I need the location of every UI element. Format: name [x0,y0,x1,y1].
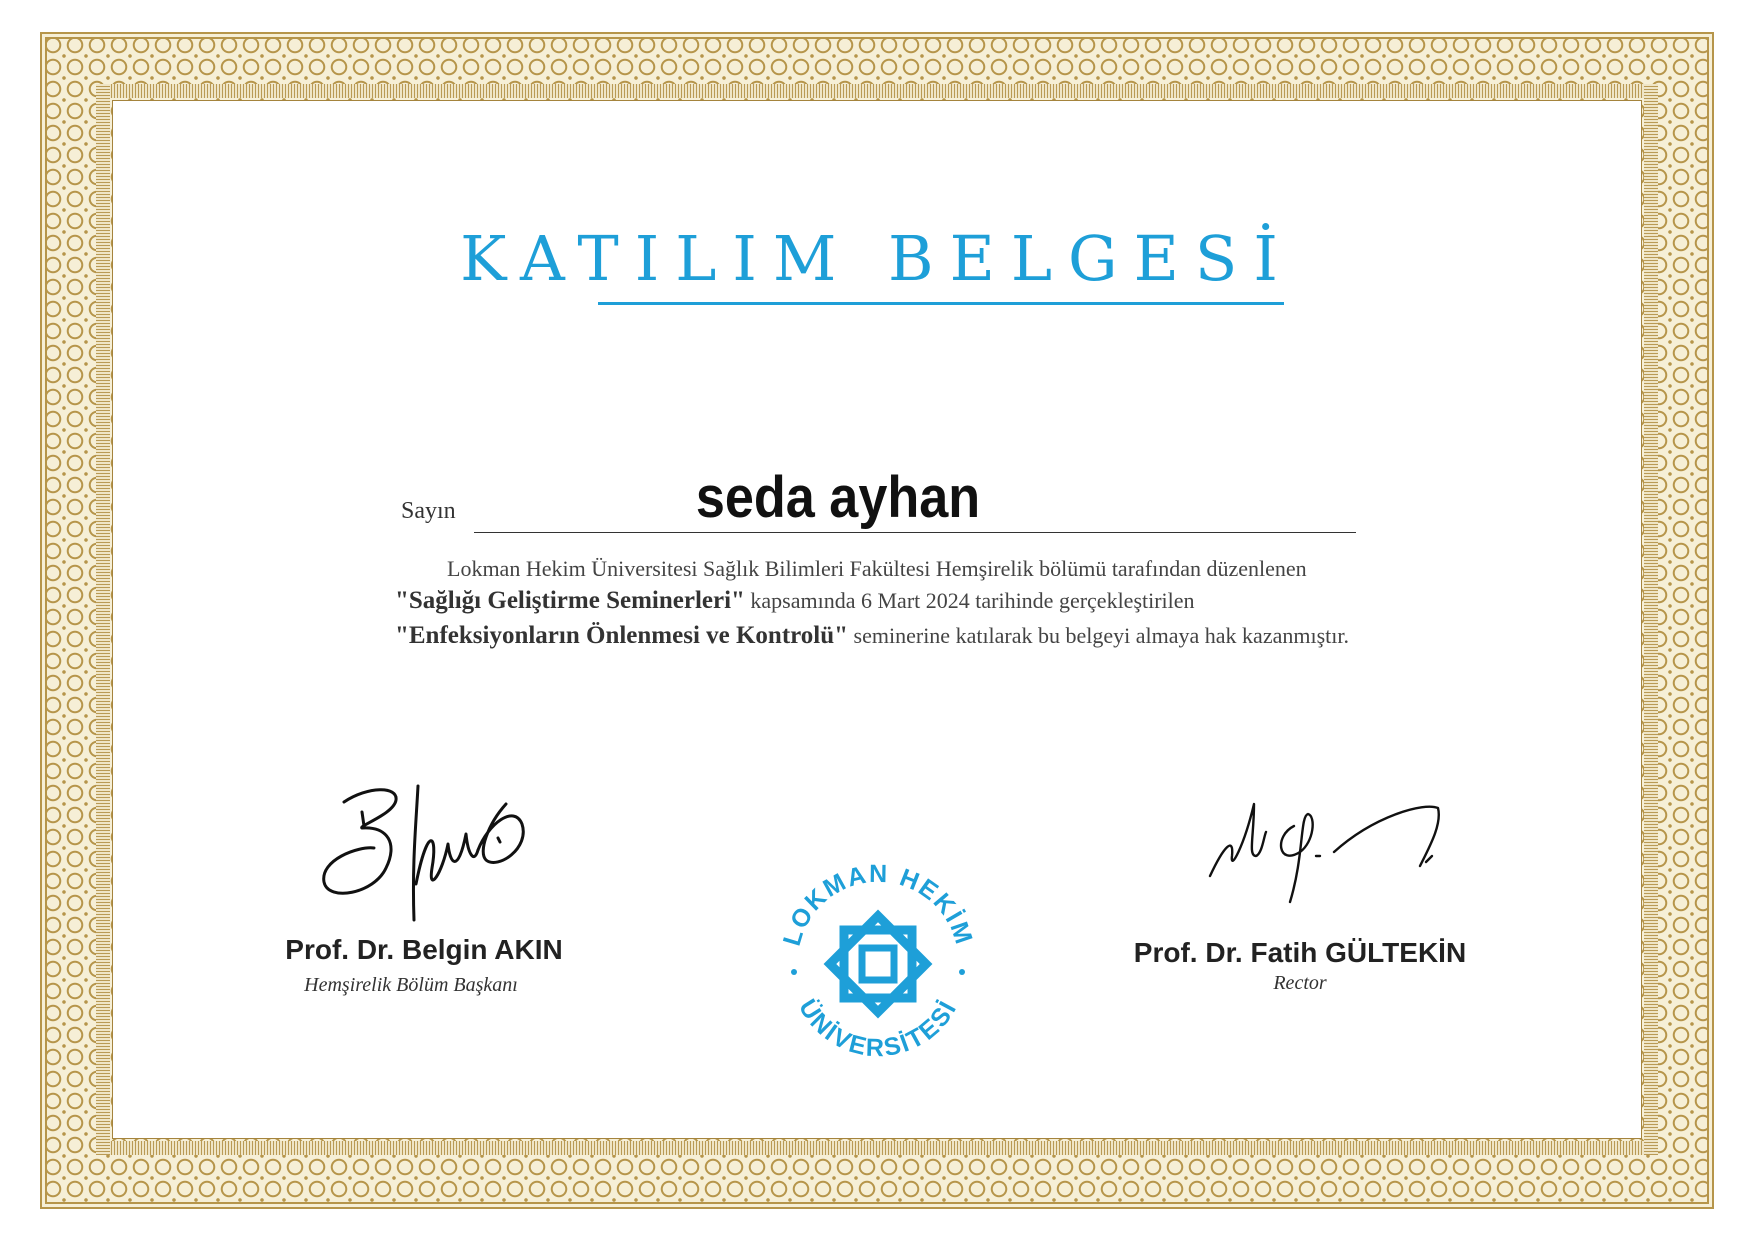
recipient-name: seda ayhan [695,465,981,530]
border-stripe-top [96,84,1658,98]
signatory-left-name: Prof. Dr. Belgin AKIN [285,934,563,965]
logo-star-emblem [830,916,926,1012]
body-line-3-text: seminerine katılarak bu belgeyi almaya hak kazanmıştır. [848,623,1349,648]
body-line-2-text: kapsamında 6 Mart 2024 tarihinde gerçekleştirilen [744,588,1195,613]
signature-left [318,764,538,924]
certificate-title: KATILIM BELGESİ [460,222,1294,295]
seminar-series-title: "Sağlığı Geliştirme Seminerleri" [395,587,745,614]
logo-text-bottom: ÜNİVERSİTESİ [792,994,963,1063]
logo-text-top: LOKMAN HEKİM [777,859,979,950]
seminar-title: "Enfeksiyonların Önlenmesi ve Kontrolü" [395,622,849,649]
body-line-1: Lokman Hekim Üniversitesi Sağlık Bilimleri Fakültesi Hemşirelik bölümü tarafından düzenlenen [447,556,1307,581]
border-stripe-bottom [96,1141,1658,1155]
signatory-right-name: Prof. Dr. Fatih GÜLTEKİN [1133,937,1467,968]
body-line-3 [395,622,1445,650]
title-underline [598,302,1284,305]
salutation-label: Sayın [401,498,456,524]
name-underline [474,532,1356,533]
signatory-left-role: Hemşirelik Bölüm Başkanı [304,974,518,996]
signature-right [1204,796,1450,906]
signatory-right-role: Rector [1273,972,1327,994]
university-logo [768,852,988,1072]
body-line-2 [395,587,1445,615]
